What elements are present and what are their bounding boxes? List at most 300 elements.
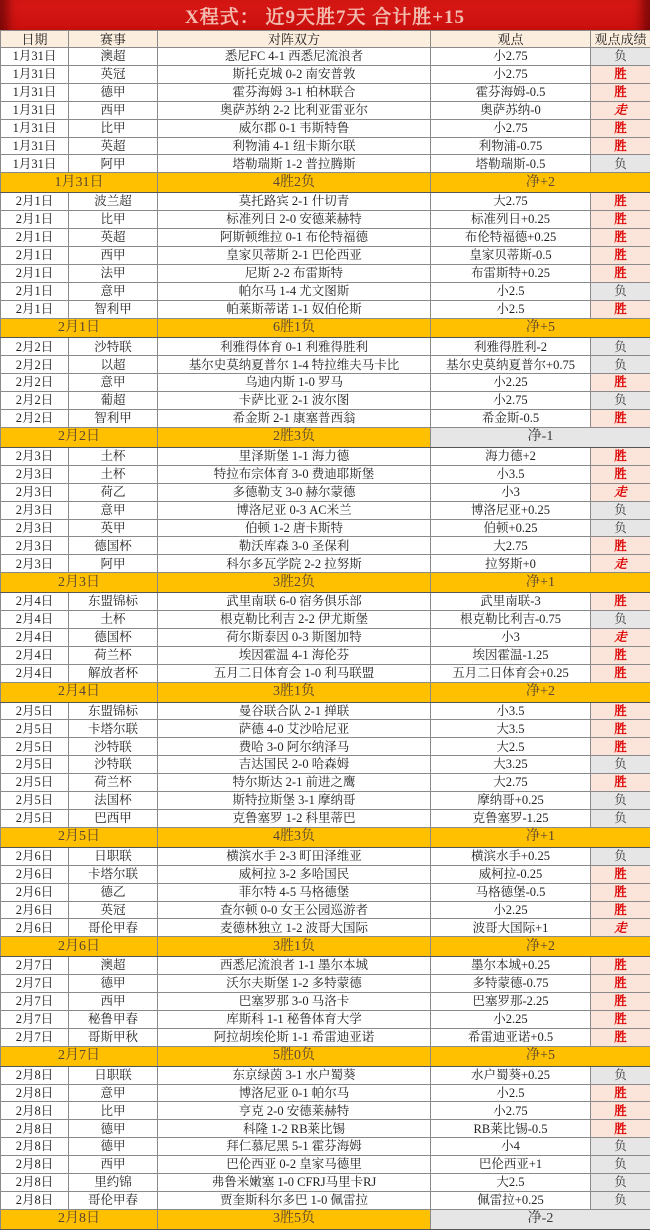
match-date: 2月1日	[1, 282, 69, 300]
match-result-badge: 胜	[591, 774, 650, 792]
match-date: 1月31日	[1, 65, 69, 83]
match-row	[1, 1066, 650, 1084]
match-league: 土杯	[69, 447, 158, 465]
match-date: 2月4日	[1, 646, 69, 664]
match-date: 1月31日	[1, 48, 69, 66]
match-league: 英冠	[69, 901, 158, 919]
match-teams-score: 威柯拉 3-2 多哈国民	[158, 865, 431, 883]
match-league: 德乙	[69, 883, 158, 901]
match-row	[1, 702, 650, 720]
match-league: 荷兰杯	[69, 774, 158, 792]
match-result-badge: 走	[591, 628, 650, 646]
match-date: 2月2日	[1, 374, 69, 392]
match-pick: 大2.75	[431, 193, 591, 211]
match-pick: 根克勒比利吉-0.75	[431, 611, 591, 629]
match-result-badge: 负	[591, 48, 650, 66]
match-date: 2月7日	[1, 957, 69, 975]
match-row	[1, 229, 650, 247]
match-pick: 海力德+2	[431, 447, 591, 465]
match-pick: 巴伦西亚+1	[431, 1156, 591, 1174]
match-row	[1, 957, 650, 975]
match-teams-score: 埃因霍温 4-1 海伦芬	[158, 646, 431, 664]
summary-record: 5胜0负	[158, 1046, 431, 1066]
match-date: 2月8日	[1, 1174, 69, 1192]
match-date: 1月31日	[1, 137, 69, 155]
match-league: 土杯	[69, 611, 158, 629]
match-teams-score: 伯顿 1-2 唐卡斯特	[158, 519, 431, 537]
match-pick: 五月二日体育会+0.25	[431, 664, 591, 682]
match-league: 西甲	[69, 101, 158, 119]
match-teams-score: 卡萨比亚 2-1 波尔图	[158, 392, 431, 410]
match-result-badge: 负	[591, 155, 650, 173]
match-league: 英超	[69, 229, 158, 247]
match-league: 荷乙	[69, 483, 158, 501]
match-teams-score: 奥萨苏纳 2-2 比利亚雷亚尔	[158, 101, 431, 119]
day-summary-row	[1, 573, 650, 593]
summary-date: 1月31日	[1, 173, 158, 193]
match-teams-score: 荷尔斯泰因 0-3 斯图加特	[158, 628, 431, 646]
match-row	[1, 774, 650, 792]
match-result-badge: 负	[591, 356, 650, 374]
summary-record: 2胜3负	[158, 428, 431, 448]
match-pick: 小4	[431, 1138, 591, 1156]
match-row	[1, 1138, 650, 1156]
match-result-badge: 负	[591, 1066, 650, 1084]
match-league: 里约锦	[69, 1174, 158, 1192]
match-result-badge: 胜	[591, 137, 650, 155]
match-league: 英冠	[69, 65, 158, 83]
match-result-badge: 负	[591, 282, 650, 300]
match-teams-score: 科尔多瓦学院 2-2 拉努斯	[158, 555, 431, 573]
match-league: 秘鲁甲春	[69, 1010, 158, 1028]
match-row	[1, 119, 650, 137]
match-league: 澳超	[69, 957, 158, 975]
match-date: 2月7日	[1, 993, 69, 1011]
match-result-badge: 负	[591, 392, 650, 410]
match-league: 卡塔尔联	[69, 720, 158, 738]
match-result-badge: 胜	[591, 211, 650, 229]
match-date: 2月3日	[1, 465, 69, 483]
match-row	[1, 901, 650, 919]
match-row	[1, 847, 650, 865]
match-league: 哥伦甲春	[69, 1191, 158, 1209]
table-header-row	[1, 31, 650, 48]
match-teams-score: 博洛尼亚 0-1 帕尔马	[158, 1084, 431, 1102]
match-league: 意甲	[69, 374, 158, 392]
match-date: 2月8日	[1, 1066, 69, 1084]
match-teams-score: 费哈 3-0 阿尔纳泽马	[158, 738, 431, 756]
match-result-badge: 胜	[591, 975, 650, 993]
match-result-badge: 胜	[591, 1102, 650, 1120]
match-result-badge: 胜	[591, 229, 650, 247]
match-teams-score: 帕莱斯蒂诺 1-1 奴伯伦斯	[158, 300, 431, 318]
match-result-badge: 负	[591, 1138, 650, 1156]
summary-date: 2月2日	[1, 428, 158, 448]
match-result-badge: 负	[591, 847, 650, 865]
match-pick: 大2.5	[431, 738, 591, 756]
match-league: 巴西甲	[69, 809, 158, 827]
match-teams-score: 特拉布宗体育 3-0 费迪耶斯堡	[158, 465, 431, 483]
match-date: 2月3日	[1, 483, 69, 501]
summary-net: 净-2	[431, 1209, 650, 1229]
match-row	[1, 338, 650, 356]
match-league: 哥伦甲春	[69, 919, 158, 937]
match-date: 2月5日	[1, 738, 69, 756]
match-row	[1, 447, 650, 465]
match-pick: 皇家贝蒂斯-0.5	[431, 246, 591, 264]
match-row	[1, 975, 650, 993]
summary-net: 净+2	[431, 937, 650, 957]
match-result-badge: 走	[591, 919, 650, 937]
match-row	[1, 593, 650, 611]
match-pick: 摩纳哥+0.25	[431, 792, 591, 810]
match-teams-score: 五月二日体育会 1-0 利马联盟	[158, 664, 431, 682]
match-result-badge: 胜	[591, 901, 650, 919]
match-teams-score: 萨德 4-0 艾沙哈尼亚	[158, 720, 431, 738]
match-row	[1, 519, 650, 537]
match-pick: 小2.5	[431, 282, 591, 300]
match-pick: 小2.5	[431, 300, 591, 318]
col-header-league: 赛事	[69, 31, 158, 48]
match-teams-score: 阿拉胡埃伦斯 1-1 希雷迪亚诺	[158, 1028, 431, 1046]
match-date: 2月7日	[1, 1028, 69, 1046]
summary-date: 2月1日	[1, 318, 158, 338]
summary-date: 2月8日	[1, 1209, 158, 1229]
match-pick: 埃因霍温-1.25	[431, 646, 591, 664]
match-pick: 小3	[431, 628, 591, 646]
match-pick: RB莱比锡-0.5	[431, 1120, 591, 1138]
match-result-badge: 负	[591, 809, 650, 827]
match-league: 东盟锦标	[69, 702, 158, 720]
summary-record: 3胜2负	[158, 573, 431, 593]
match-pick: 小2.25	[431, 374, 591, 392]
match-league: 阿甲	[69, 155, 158, 173]
match-league: 比甲	[69, 119, 158, 137]
summary-net: 净+1	[431, 573, 650, 593]
match-row	[1, 865, 650, 883]
match-pick: 横滨水手+0.25	[431, 847, 591, 865]
summary-date: 2月4日	[1, 682, 158, 702]
match-row	[1, 555, 650, 573]
match-league: 解放者杯	[69, 664, 158, 682]
match-teams-score: 巴塞罗那 3-0 马洛卡	[158, 993, 431, 1011]
match-result-badge: 胜	[591, 246, 650, 264]
match-result-badge: 胜	[591, 1120, 650, 1138]
match-date: 2月2日	[1, 338, 69, 356]
match-row	[1, 356, 650, 374]
match-result-badge: 胜	[591, 65, 650, 83]
day-summary-row	[1, 173, 650, 193]
match-league: 葡超	[69, 392, 158, 410]
match-league: 智利甲	[69, 410, 158, 428]
match-date: 2月6日	[1, 847, 69, 865]
match-row	[1, 1028, 650, 1046]
match-league: 智利甲	[69, 300, 158, 318]
match-date: 2月1日	[1, 264, 69, 282]
match-league: 波兰超	[69, 193, 158, 211]
match-date: 2月2日	[1, 410, 69, 428]
match-row	[1, 993, 650, 1011]
match-pick: 大2.75	[431, 774, 591, 792]
match-result-badge: 负	[591, 501, 650, 519]
match-league: 西甲	[69, 1156, 158, 1174]
match-result-badge: 胜	[591, 957, 650, 975]
match-date: 2月5日	[1, 792, 69, 810]
summary-net: 净-1	[431, 428, 650, 448]
match-league: 哥斯甲秋	[69, 1028, 158, 1046]
col-header-pick: 观点	[431, 31, 591, 48]
summary-record: 4胜2负	[158, 173, 431, 193]
match-row	[1, 193, 650, 211]
match-league: 英甲	[69, 519, 158, 537]
match-row	[1, 65, 650, 83]
match-date: 2月6日	[1, 883, 69, 901]
match-date: 2月8日	[1, 1102, 69, 1120]
match-date: 2月5日	[1, 756, 69, 774]
match-result-badge: 胜	[591, 1010, 650, 1028]
match-row	[1, 611, 650, 629]
match-result-badge: 胜	[591, 83, 650, 101]
match-date: 2月3日	[1, 537, 69, 555]
match-row	[1, 1010, 650, 1028]
match-row	[1, 264, 650, 282]
match-date: 2月8日	[1, 1084, 69, 1102]
match-league: 阿甲	[69, 555, 158, 573]
match-result-badge: 胜	[591, 664, 650, 682]
banner-title: X程式： 近9天胜7天 合计胜+15	[184, 6, 466, 28]
results-table	[0, 30, 650, 1230]
day-summary-row	[1, 827, 650, 847]
match-date: 2月8日	[1, 1156, 69, 1174]
match-teams-score: 贾奎斯科尔多巴 1-0 佩雷拉	[158, 1191, 431, 1209]
summary-record: 6胜1负	[158, 318, 431, 338]
col-header-date: 日期	[1, 31, 69, 48]
match-result-badge: 胜	[591, 865, 650, 883]
match-league: 西甲	[69, 246, 158, 264]
match-pick: 多特蒙德-0.75	[431, 975, 591, 993]
match-row	[1, 246, 650, 264]
match-teams-score: 麦德林独立 1-2 波哥大国际	[158, 919, 431, 937]
match-pick: 小3.5	[431, 465, 591, 483]
match-date: 2月8日	[1, 1191, 69, 1209]
match-pick: 利雅得胜利-2	[431, 338, 591, 356]
match-date: 2月5日	[1, 702, 69, 720]
match-teams-score: 菲尔特 4-5 马格德堡	[158, 883, 431, 901]
match-pick: 拉努斯+0	[431, 555, 591, 573]
match-league: 西甲	[69, 993, 158, 1011]
match-result-badge: 胜	[591, 193, 650, 211]
match-pick: 小2.75	[431, 65, 591, 83]
summary-date: 2月7日	[1, 1046, 158, 1066]
match-pick: 奥萨苏纳-0	[431, 101, 591, 119]
summary-net: 净+2	[431, 173, 650, 193]
match-teams-score: 东京绿茵 3-1 水户蜀葵	[158, 1066, 431, 1084]
match-league: 荷兰杯	[69, 646, 158, 664]
match-teams-score: 博洛尼亚 0-3 AC米兰	[158, 501, 431, 519]
match-teams-score: 武里南联 6-0 宿务俱乐部	[158, 593, 431, 611]
match-teams-score: 帕尔马 1-4 尤文图斯	[158, 282, 431, 300]
match-league: 法甲	[69, 264, 158, 282]
match-pick: 小2.75	[431, 392, 591, 410]
match-teams-score: 查尔顿 0-0 女王公园巡游者	[158, 901, 431, 919]
match-row	[1, 1084, 650, 1102]
match-teams-score: 曼谷联合队 2-1 掸联	[158, 702, 431, 720]
col-header-matchup: 对阵双方	[158, 31, 431, 48]
match-result-badge: 胜	[591, 465, 650, 483]
summary-net: 净+5	[431, 318, 650, 338]
summary-record: 3胜1负	[158, 937, 431, 957]
summary-net: 净+5	[431, 1046, 650, 1066]
match-row	[1, 501, 650, 519]
match-date: 2月1日	[1, 246, 69, 264]
day-summary-row	[1, 318, 650, 338]
day-summary-row	[1, 1209, 650, 1229]
match-teams-score: 吉达国民 2-0 哈森姆	[158, 756, 431, 774]
match-pick: 利物浦-0.75	[431, 137, 591, 155]
match-row	[1, 48, 650, 66]
match-date: 2月2日	[1, 392, 69, 410]
match-pick: 伯顿+0.25	[431, 519, 591, 537]
match-result-badge: 胜	[591, 702, 650, 720]
match-teams-score: 巴伦西亚 0-2 皇家马德里	[158, 1156, 431, 1174]
match-date: 2月8日	[1, 1138, 69, 1156]
match-pick: 武里南联-3	[431, 593, 591, 611]
match-date: 2月6日	[1, 865, 69, 883]
match-date: 1月31日	[1, 101, 69, 119]
match-teams-score: 标准列日 2-0 安德莱赫特	[158, 211, 431, 229]
match-row	[1, 1156, 650, 1174]
match-row	[1, 282, 650, 300]
match-pick: 基尔史莫纳夏普尔+0.75	[431, 356, 591, 374]
program-banner	[0, 0, 650, 30]
match-result-badge: 负	[591, 611, 650, 629]
match-teams-score: 基尔史莫纳夏普尔 1-4 特拉维夫马卡比	[158, 356, 431, 374]
match-row	[1, 101, 650, 119]
match-row	[1, 374, 650, 392]
col-header-result: 观点成绩	[591, 31, 650, 48]
match-pick: 墨尔本城+0.25	[431, 957, 591, 975]
match-teams-score: 希金斯 2-1 康塞普西翁	[158, 410, 431, 428]
match-row	[1, 646, 650, 664]
match-teams-score: 特尔斯达 2-1 前进之鹰	[158, 774, 431, 792]
day-summary-row	[1, 682, 650, 702]
match-league: 意甲	[69, 282, 158, 300]
match-row	[1, 300, 650, 318]
match-league: 澳超	[69, 48, 158, 66]
match-pick: 小2.25	[431, 901, 591, 919]
match-result-badge: 胜	[591, 119, 650, 137]
match-date: 2月5日	[1, 720, 69, 738]
match-row	[1, 1120, 650, 1138]
match-league: 日职联	[69, 847, 158, 865]
match-teams-score: 莫托路宾 2-1 什切青	[158, 193, 431, 211]
match-row	[1, 756, 650, 774]
match-league: 德甲	[69, 83, 158, 101]
match-result-badge: 走	[591, 555, 650, 573]
match-result-badge: 胜	[591, 993, 650, 1011]
match-result-badge: 胜	[591, 738, 650, 756]
match-result-badge: 胜	[591, 374, 650, 392]
day-summary-row	[1, 428, 650, 448]
match-teams-score: 阿斯顿维拉 0-1 布伦特福德	[158, 229, 431, 247]
match-row	[1, 483, 650, 501]
day-summary-row	[1, 1046, 650, 1066]
match-date: 2月5日	[1, 809, 69, 827]
match-pick: 大2.75	[431, 537, 591, 555]
match-date: 2月3日	[1, 501, 69, 519]
match-pick: 佩雷拉+0.25	[431, 1191, 591, 1209]
summary-date: 2月6日	[1, 937, 158, 957]
match-result-badge: 负	[591, 1174, 650, 1192]
match-date: 2月4日	[1, 593, 69, 611]
match-result-badge: 走	[591, 101, 650, 119]
match-pick: 霍芬海姆-0.5	[431, 83, 591, 101]
match-date: 2月1日	[1, 193, 69, 211]
match-league: 以超	[69, 356, 158, 374]
match-teams-score: 横滨水手 2-3 町田泽维亚	[158, 847, 431, 865]
match-row	[1, 628, 650, 646]
match-teams-score: 亨克 2-0 安德莱赫特	[158, 1102, 431, 1120]
match-teams-score: 拜仁慕尼黑 5-1 霍芬海姆	[158, 1138, 431, 1156]
match-teams-score: 塔勒瑞斯 1-2 普拉腾斯	[158, 155, 431, 173]
match-row	[1, 137, 650, 155]
match-result-badge: 胜	[591, 883, 650, 901]
match-teams-score: 西悉尼流浪者 1-1 墨尔本城	[158, 957, 431, 975]
match-result-badge: 负	[591, 756, 650, 774]
match-date: 1月31日	[1, 83, 69, 101]
summary-net: 净+1	[431, 827, 650, 847]
match-result-badge: 胜	[591, 264, 650, 282]
match-result-badge: 负	[591, 519, 650, 537]
match-row	[1, 410, 650, 428]
match-result-badge: 胜	[591, 537, 650, 555]
match-row	[1, 83, 650, 101]
match-teams-score: 勒沃库森 3-0 圣保利	[158, 537, 431, 555]
match-league: 比甲	[69, 1102, 158, 1120]
summary-record: 3胜1负	[158, 682, 431, 702]
match-pick: 布伦特福德+0.25	[431, 229, 591, 247]
match-result-badge: 胜	[591, 300, 650, 318]
match-row	[1, 738, 650, 756]
summary-net: 净+2	[431, 682, 650, 702]
match-teams-score: 库斯科 1-1 秘鲁体育大学	[158, 1010, 431, 1028]
match-pick: 小3.5	[431, 702, 591, 720]
match-league: 比甲	[69, 211, 158, 229]
match-pick: 希金斯-0.5	[431, 410, 591, 428]
match-league: 德甲	[69, 1138, 158, 1156]
match-result-badge: 负	[591, 792, 650, 810]
match-teams-score: 斯托克城 0-2 南安普敦	[158, 65, 431, 83]
match-teams-score: 利雅得体育 0-1 利雅得胜利	[158, 338, 431, 356]
match-pick: 布雷斯特+0.25	[431, 264, 591, 282]
match-date: 2月7日	[1, 975, 69, 993]
match-row	[1, 720, 650, 738]
match-pick: 大3.25	[431, 756, 591, 774]
match-date: 2月8日	[1, 1120, 69, 1138]
match-league: 日职联	[69, 1066, 158, 1084]
match-row	[1, 155, 650, 173]
match-result-badge: 胜	[591, 593, 650, 611]
match-date: 2月4日	[1, 611, 69, 629]
match-teams-score: 根克勒比利吉 2-2 伊尤斯堡	[158, 611, 431, 629]
match-row	[1, 211, 650, 229]
match-teams-score: 威尔郡 0-1 韦斯特鲁	[158, 119, 431, 137]
match-row	[1, 465, 650, 483]
match-teams-score: 乌迪内斯 1-0 罗马	[158, 374, 431, 392]
match-teams-score: 沃尔夫斯堡 1-2 多特蒙德	[158, 975, 431, 993]
summary-record: 4胜3负	[158, 827, 431, 847]
match-league: 沙特联	[69, 338, 158, 356]
